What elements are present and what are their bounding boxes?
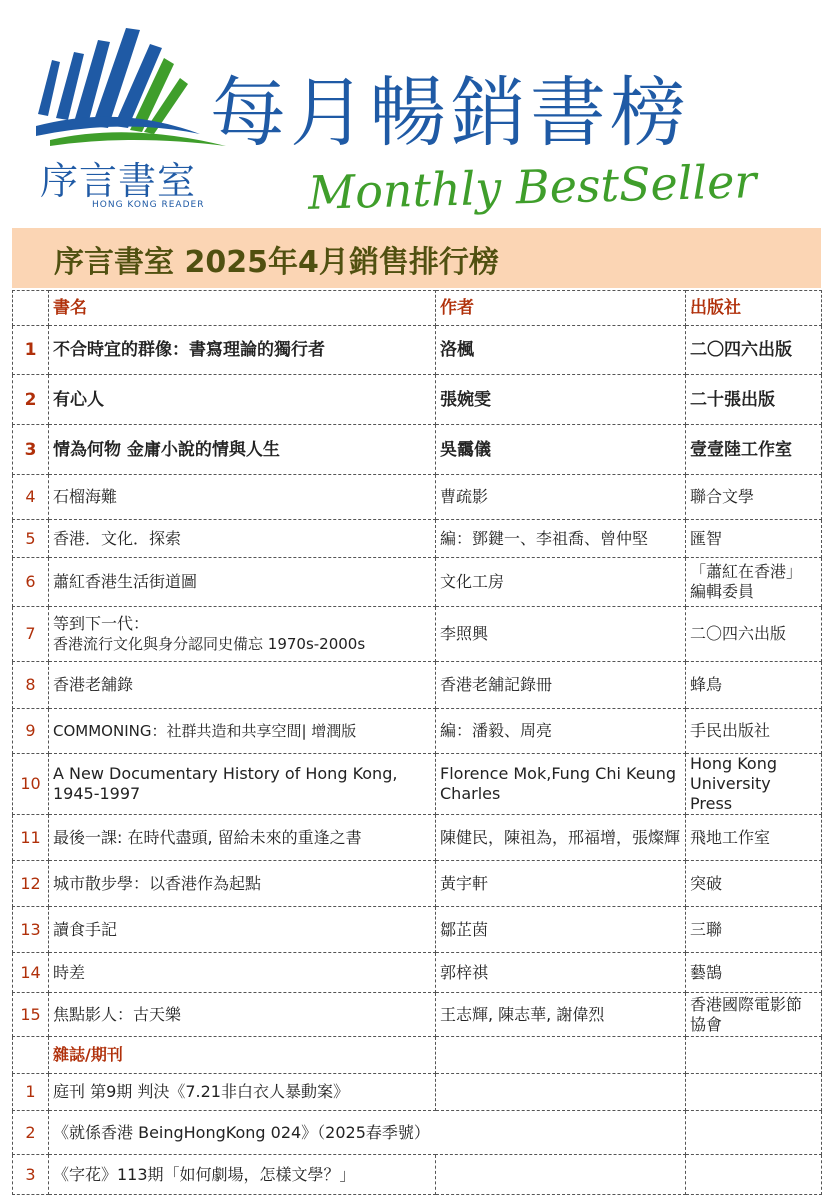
header-title: 書名 (49, 291, 436, 326)
book-author: Florence Mok,Fung Chi Keung Charles (436, 754, 686, 815)
book-author: 陳健民，陳祖為，邢福增，張燦輝 (436, 815, 686, 861)
header (0, 0, 833, 228)
rank-number: 2 (13, 1111, 49, 1155)
book-title-line2: 香港流行文化與身分認同史備忘 1970s-2000s (53, 635, 366, 653)
book-title: 時差 (49, 953, 436, 993)
magazine-title: 庭刊 第9期 判決《7.21非白衣人暴動案》 (49, 1074, 436, 1111)
rank-number: 5 (13, 520, 49, 558)
magazine-rank-cell (13, 1037, 49, 1074)
book-publisher: 聯合文學 (686, 475, 822, 520)
table-row (13, 662, 822, 709)
rank-number: 1 (13, 1074, 49, 1111)
book-publisher: 蜂鳥 (686, 662, 822, 709)
magazine-title: 《就係香港 BeingHongKong 024》（2025春季號） (49, 1111, 686, 1155)
rank-number: 8 (13, 662, 49, 709)
empty-cell (686, 1155, 822, 1195)
book-author: 曹疏影 (436, 475, 686, 520)
book-publisher: 壹壹陸工作室 (686, 425, 822, 475)
book-publisher: 香港國際電影節協會 (686, 993, 822, 1037)
rank-number: 11 (13, 815, 49, 861)
magazine-row (13, 1155, 822, 1195)
magazine-section-header (13, 1037, 822, 1074)
ranking-banner (12, 228, 821, 288)
table-row (13, 993, 822, 1037)
page-subtitle: Monthly BestSeller (307, 154, 757, 220)
rank-number: 13 (13, 907, 49, 953)
empty-cell (686, 1074, 822, 1111)
table-row (13, 907, 822, 953)
book-publisher: 飛地工作室 (686, 815, 822, 861)
magazine-row (13, 1074, 822, 1111)
book-author: 編：鄧鍵一、李祖喬、曾仲堅 (436, 520, 686, 558)
book-title: 城市散步學：以香港作為起點 (49, 861, 436, 907)
book-title-line1: 等到下一代： (53, 614, 150, 633)
book-author: 黃宇軒 (436, 861, 686, 907)
table-row (13, 754, 822, 815)
rank-number: 3 (13, 425, 49, 475)
book-author: 郭梓祺 (436, 953, 686, 993)
book-title-cell (49, 607, 436, 662)
table-row (13, 861, 822, 907)
table-row (13, 815, 822, 861)
page-title: 每月暢銷書榜 (210, 68, 690, 157)
empty-cell (686, 1037, 822, 1074)
table-row (13, 607, 822, 662)
book-publisher: 藝鵠 (686, 953, 822, 993)
rank-number: 9 (13, 709, 49, 754)
book-title: 蕭紅香港生活街道圖 (49, 558, 436, 607)
rank-number: 1 (13, 326, 49, 375)
rank-number: 2 (13, 375, 49, 425)
book-publisher: 手民出版社 (686, 709, 822, 754)
book-title: 香港老舖錄 (49, 662, 436, 709)
rank-number: 14 (13, 953, 49, 993)
table-row (13, 953, 822, 993)
bestseller-table (12, 290, 822, 1195)
empty-cell (436, 1037, 686, 1074)
book-author: 香港老舖記錄冊 (436, 662, 686, 709)
rank-number: 15 (13, 993, 49, 1037)
book-title: 讀食手記 (49, 907, 436, 953)
empty-cell (686, 1111, 822, 1155)
logo-english-name: HONG KONG READER (92, 200, 205, 210)
table-row (13, 558, 822, 607)
table-row (13, 375, 822, 425)
book-author: 鄒芷茵 (436, 907, 686, 953)
book-title: 焦點影人：古天樂 (49, 993, 436, 1037)
table-row (13, 520, 822, 558)
empty-cell (436, 1074, 686, 1111)
book-publisher: 匯智 (686, 520, 822, 558)
book-author: 吳靄儀 (436, 425, 686, 475)
book-publisher: 突破 (686, 861, 822, 907)
book-title: 最後一課: 在時代盡頭, 留給未來的重逢之書 (49, 815, 436, 861)
table-row (13, 475, 822, 520)
book-author: 王志輝, 陳志華, 謝偉烈 (436, 993, 686, 1037)
rank-number: 3 (13, 1155, 49, 1195)
table-row (13, 709, 822, 754)
logo-chinese-name: 序言書室 (40, 159, 197, 203)
book-publisher: 三聯 (686, 907, 822, 953)
book-publisher: 二〇四六出版 (686, 607, 822, 662)
book-title: 情為何物 金庸小說的情與人生 (49, 425, 436, 475)
magazine-section-label: 雜誌/期刊 (49, 1037, 436, 1074)
book-publisher: 「蕭紅在香港」編輯委員 (686, 558, 822, 607)
book-author: 編：潘毅、周亮 (436, 709, 686, 754)
book-author: 洛楓 (436, 326, 686, 375)
book-publisher: 二〇四六出版 (686, 326, 822, 375)
banner-title: 序言書室 2025年4月銷售排行榜 (54, 245, 499, 280)
rank-number: 7 (13, 607, 49, 662)
rank-number: 4 (13, 475, 49, 520)
magazine-title: 《字花》113期「如何劇場，怎樣文學？」 (49, 1155, 436, 1195)
book-author: 李照興 (436, 607, 686, 662)
book-author: 張婉雯 (436, 375, 686, 425)
rank-number: 6 (13, 558, 49, 607)
empty-cell (436, 1155, 686, 1195)
table-row (13, 425, 822, 475)
header-publisher: 出版社 (686, 291, 822, 326)
book-title: 石榴海難 (49, 475, 436, 520)
book-author: 文化工房 (436, 558, 686, 607)
header-author: 作者 (436, 291, 686, 326)
header-rank-cell (13, 291, 49, 326)
book-title: 香港．文化．探索 (49, 520, 436, 558)
magazine-row (13, 1111, 822, 1155)
rank-number: 12 (13, 861, 49, 907)
book-title: A New Documentary History of Hong Kong, 1945-1997 (49, 754, 436, 815)
book-publisher: Hong Kong University Press (686, 754, 822, 815)
table-header-row (13, 291, 822, 326)
table-row (13, 326, 822, 375)
book-title: 有心人 (49, 375, 436, 425)
book-title: 不合時宜的群像：書寫理論的獨行者 (49, 326, 436, 375)
rank-number: 10 (13, 754, 49, 815)
book-publisher: 二十張出版 (686, 375, 822, 425)
book-title: COMMONING：社群共造和共享空間| 增潤版 (49, 709, 436, 754)
